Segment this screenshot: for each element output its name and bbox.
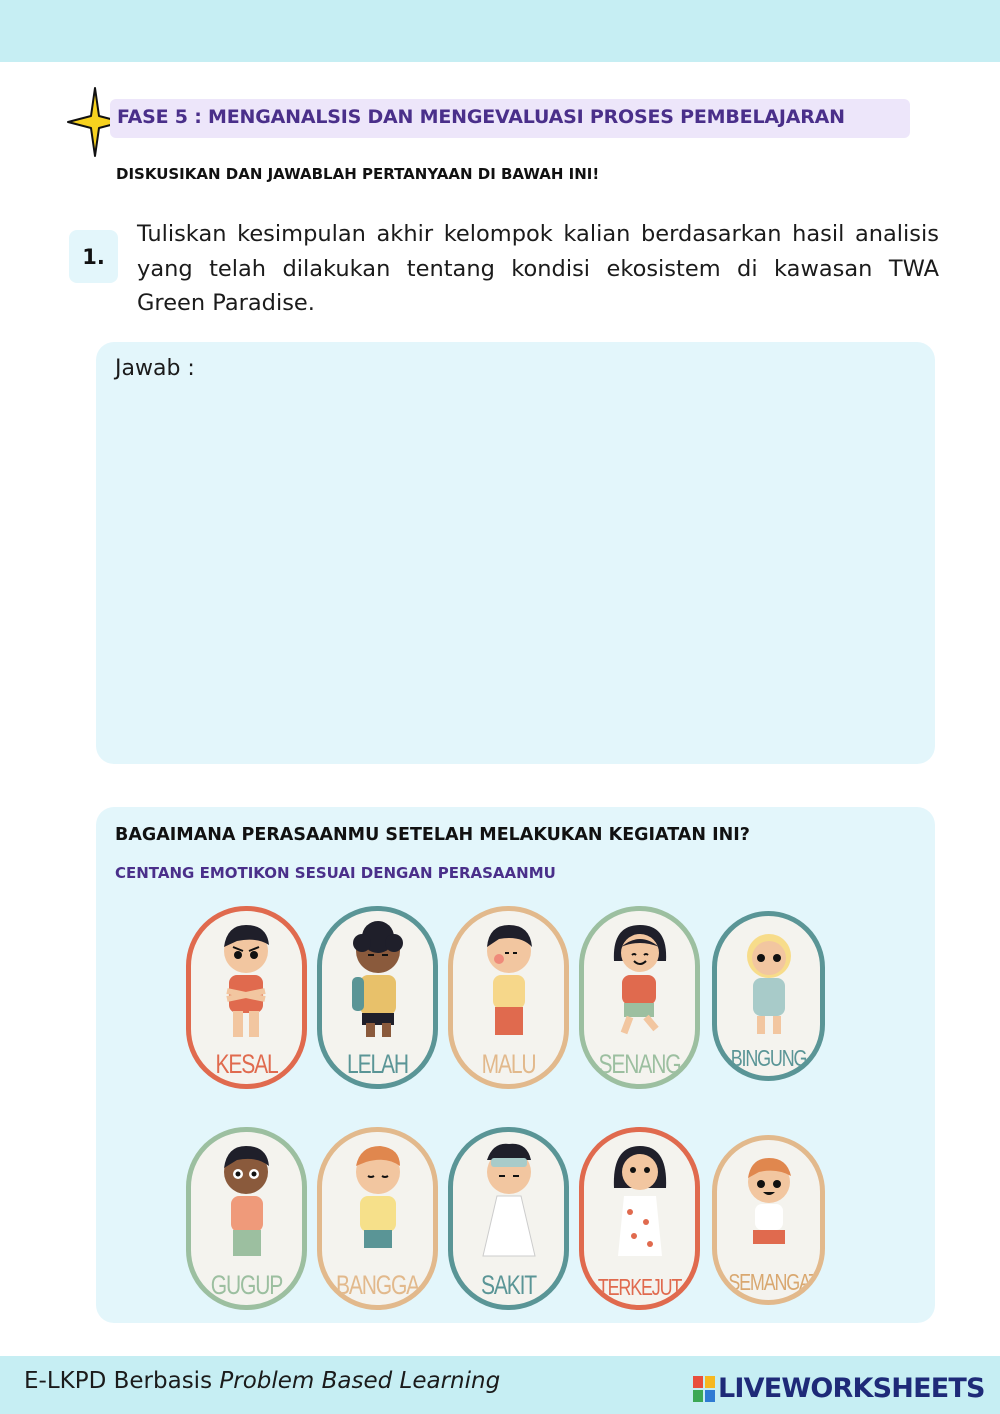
footer-caption-prefix: E-LKPD Berbasis <box>24 1368 220 1394</box>
emotion-label: MALU <box>481 1049 536 1079</box>
emotion-label: LELAH <box>347 1049 408 1079</box>
liveworksheets-logo-icon <box>693 1376 715 1402</box>
answer-box[interactable] <box>96 342 935 764</box>
emotion-card-bingung[interactable] <box>712 911 825 1081</box>
footer-caption <box>24 1368 500 1394</box>
emotion-label: SEMANGAT <box>728 1269 819 1295</box>
feelings-question: BAGAIMANA PERASAANMU SETELAH MELAKUKAN KEGIATAN INI? <box>115 825 750 845</box>
emotion-card-terkejut[interactable] <box>579 1127 700 1310</box>
liveworksheets-logo[interactable] <box>693 1373 985 1404</box>
emotion-card-sakit[interactable] <box>448 1127 569 1310</box>
top-band <box>0 0 1000 62</box>
emotion-card-kesal[interactable] <box>186 906 307 1089</box>
liveworksheets-logo-text: LIVEWORKSHEETS <box>718 1373 985 1404</box>
emotion-card-gugup[interactable] <box>186 1127 307 1310</box>
footer-caption-italic: Problem Based Learning <box>219 1368 501 1394</box>
emotion-label: SENANG <box>598 1049 681 1079</box>
emotion-label: GUGUP <box>210 1270 283 1300</box>
emotion-card-senang[interactable] <box>579 906 700 1089</box>
emotion-card-lelah[interactable] <box>317 906 438 1089</box>
feelings-subtitle: CENTANG EMOTIKON SESUAI DENGAN PERASAANMU <box>115 864 556 882</box>
emotion-label: BINGUNG <box>730 1045 807 1071</box>
emotion-label: KESAL <box>215 1049 278 1079</box>
emotion-card-bangga[interactable] <box>317 1127 438 1310</box>
question-number: 1. <box>69 230 118 283</box>
emotion-label: SAKIT <box>480 1270 537 1300</box>
emotion-card-semangat[interactable] <box>712 1135 825 1305</box>
phase-title: FASE 5 : MENGANALSIS DAN MENGEVALUASI PROSES PEMBELAJARAN <box>117 106 845 128</box>
answer-label: Jawab : <box>115 356 195 381</box>
emotion-card-malu[interactable] <box>448 906 569 1089</box>
question-text: Tuliskan kesimpulan akhir kelompok kalian berdasarkan hasil analisis yang telah dilakukan tentang kondisi ekosistem di kawasan TWA Green Paradise. <box>137 221 939 316</box>
emotion-label: BANGGA <box>335 1270 420 1300</box>
instruction-text: DISKUSIKAN DAN JAWABLAH PERTANYAAN DI BAWAH INI! <box>116 165 600 183</box>
emotion-label: TERKEJUT <box>597 1274 682 1300</box>
